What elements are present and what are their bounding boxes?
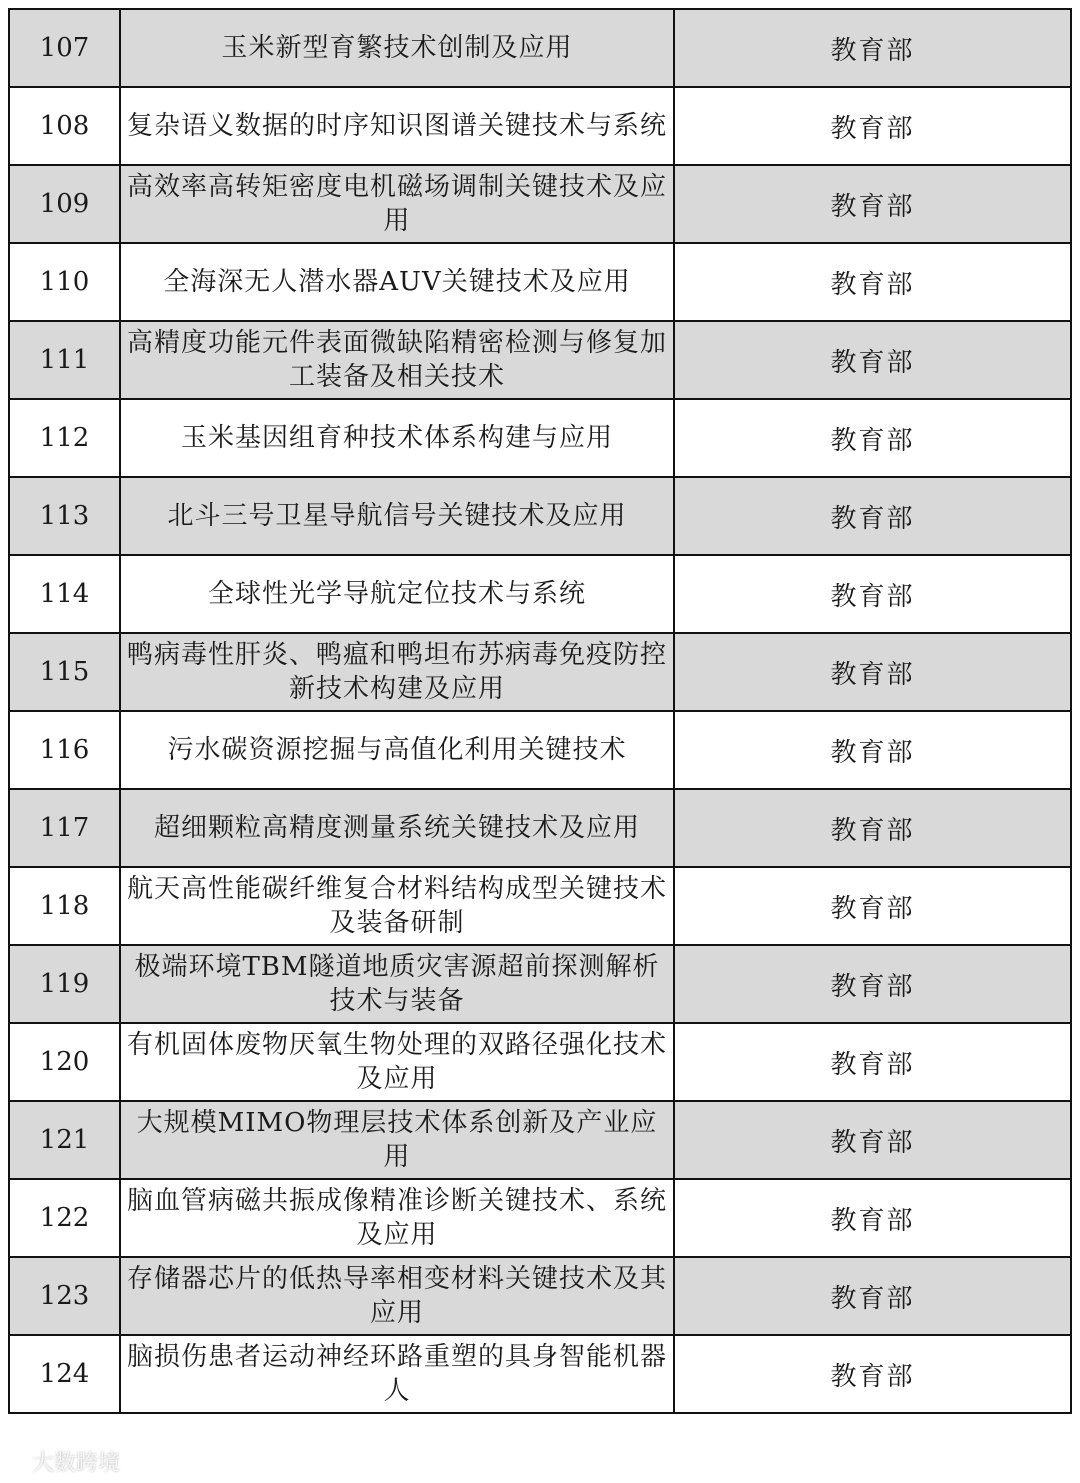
watermark bbox=[6, 1446, 120, 1477]
row-number: 117 bbox=[9, 789, 120, 867]
project-name: 超细颗粒高精度测量系统关键技术及应用 bbox=[120, 789, 674, 867]
table-row bbox=[9, 711, 1071, 789]
table-row bbox=[9, 1101, 1071, 1179]
table-row bbox=[9, 945, 1071, 1023]
table-row bbox=[9, 477, 1071, 555]
department: 教育部 bbox=[674, 1257, 1071, 1335]
row-number: 111 bbox=[9, 321, 120, 399]
row-number: 107 bbox=[9, 9, 120, 87]
table-row bbox=[9, 1335, 1071, 1413]
department: 教育部 bbox=[674, 1179, 1071, 1257]
row-number: 113 bbox=[9, 477, 120, 555]
project-name: 航天高性能碳纤维复合材料结构成型关键技术及装备研制 bbox=[120, 867, 674, 945]
project-name: 复杂语义数据的时序知识图谱关键技术与系统 bbox=[120, 87, 674, 165]
watermark-text: 大数跨境 bbox=[32, 1451, 121, 1476]
department: 教育部 bbox=[674, 477, 1071, 555]
department: 教育部 bbox=[674, 1023, 1071, 1101]
row-number: 118 bbox=[9, 867, 120, 945]
project-name: 北斗三号卫星导航信号关键技术及应用 bbox=[120, 477, 674, 555]
row-number: 115 bbox=[9, 633, 120, 711]
table-row bbox=[9, 789, 1071, 867]
project-name: 有机固体废物厌氧生物处理的双路径强化技术及应用 bbox=[120, 1023, 674, 1101]
table-row bbox=[9, 555, 1071, 633]
department: 教育部 bbox=[674, 9, 1071, 87]
department: 教育部 bbox=[674, 633, 1071, 711]
row-number: 112 bbox=[9, 399, 120, 477]
project-table-container bbox=[8, 8, 1070, 1414]
row-number: 121 bbox=[9, 1101, 120, 1179]
row-number: 124 bbox=[9, 1335, 120, 1413]
table-row bbox=[9, 867, 1071, 945]
row-number: 110 bbox=[9, 243, 120, 321]
row-number: 119 bbox=[9, 945, 120, 1023]
project-name: 高精度功能元件表面微缺陷精密检测与修复加工装备及相关技术 bbox=[120, 321, 674, 399]
department: 教育部 bbox=[674, 87, 1071, 165]
project-name: 污水碳资源挖掘与高值化利用关键技术 bbox=[120, 711, 674, 789]
row-number: 108 bbox=[9, 87, 120, 165]
table-row bbox=[9, 1023, 1071, 1101]
project-name: 玉米新型育繁技术创制及应用 bbox=[120, 9, 674, 87]
project-name: 存储器芯片的低热导率相变材料关键技术及其应用 bbox=[120, 1257, 674, 1335]
project-name: 玉米基因组育种技术体系构建与应用 bbox=[120, 399, 674, 477]
row-number: 122 bbox=[9, 1179, 120, 1257]
department: 教育部 bbox=[674, 711, 1071, 789]
department: 教育部 bbox=[674, 1101, 1071, 1179]
table-row bbox=[9, 9, 1071, 87]
row-number: 109 bbox=[9, 165, 120, 243]
table-row bbox=[9, 243, 1071, 321]
department: 教育部 bbox=[674, 243, 1071, 321]
project-name: 鸭病毒性肝炎、鸭瘟和鸭坦布苏病毒免疫防控新技术构建及应用 bbox=[120, 633, 674, 711]
row-number: 120 bbox=[9, 1023, 120, 1101]
department: 教育部 bbox=[674, 321, 1071, 399]
table-row bbox=[9, 633, 1071, 711]
row-number: 116 bbox=[9, 711, 120, 789]
project-name: 高效率高转矩密度电机磁场调制关键技术及应用 bbox=[120, 165, 674, 243]
department: 教育部 bbox=[674, 867, 1071, 945]
table-row bbox=[9, 1179, 1071, 1257]
table-row bbox=[9, 399, 1071, 477]
department: 教育部 bbox=[674, 399, 1071, 477]
row-number: 114 bbox=[9, 555, 120, 633]
row-number: 123 bbox=[9, 1257, 120, 1335]
project-name: 脑损伤患者运动神经环路重塑的具身智能机器人 bbox=[120, 1335, 674, 1413]
logo-icon bbox=[6, 1456, 28, 1472]
department: 教育部 bbox=[674, 789, 1071, 867]
table-row bbox=[9, 1257, 1071, 1335]
table-body bbox=[9, 9, 1071, 1413]
project-name: 大规模MIMO物理层技术体系创新及产业应用 bbox=[120, 1101, 674, 1179]
department: 教育部 bbox=[674, 945, 1071, 1023]
project-name: 脑血管病磁共振成像精准诊断关键技术、系统及应用 bbox=[120, 1179, 674, 1257]
table-row bbox=[9, 321, 1071, 399]
department: 教育部 bbox=[674, 555, 1071, 633]
department: 教育部 bbox=[674, 165, 1071, 243]
department: 教育部 bbox=[674, 1335, 1071, 1413]
project-name: 全球性光学导航定位技术与系统 bbox=[120, 555, 674, 633]
table-row bbox=[9, 87, 1071, 165]
table-row bbox=[9, 165, 1071, 243]
project-name: 极端环境TBM隧道地质灾害源超前探测解析技术与装备 bbox=[120, 945, 674, 1023]
project-table bbox=[8, 8, 1072, 1414]
project-name: 全海深无人潜水器AUV关键技术及应用 bbox=[120, 243, 674, 321]
